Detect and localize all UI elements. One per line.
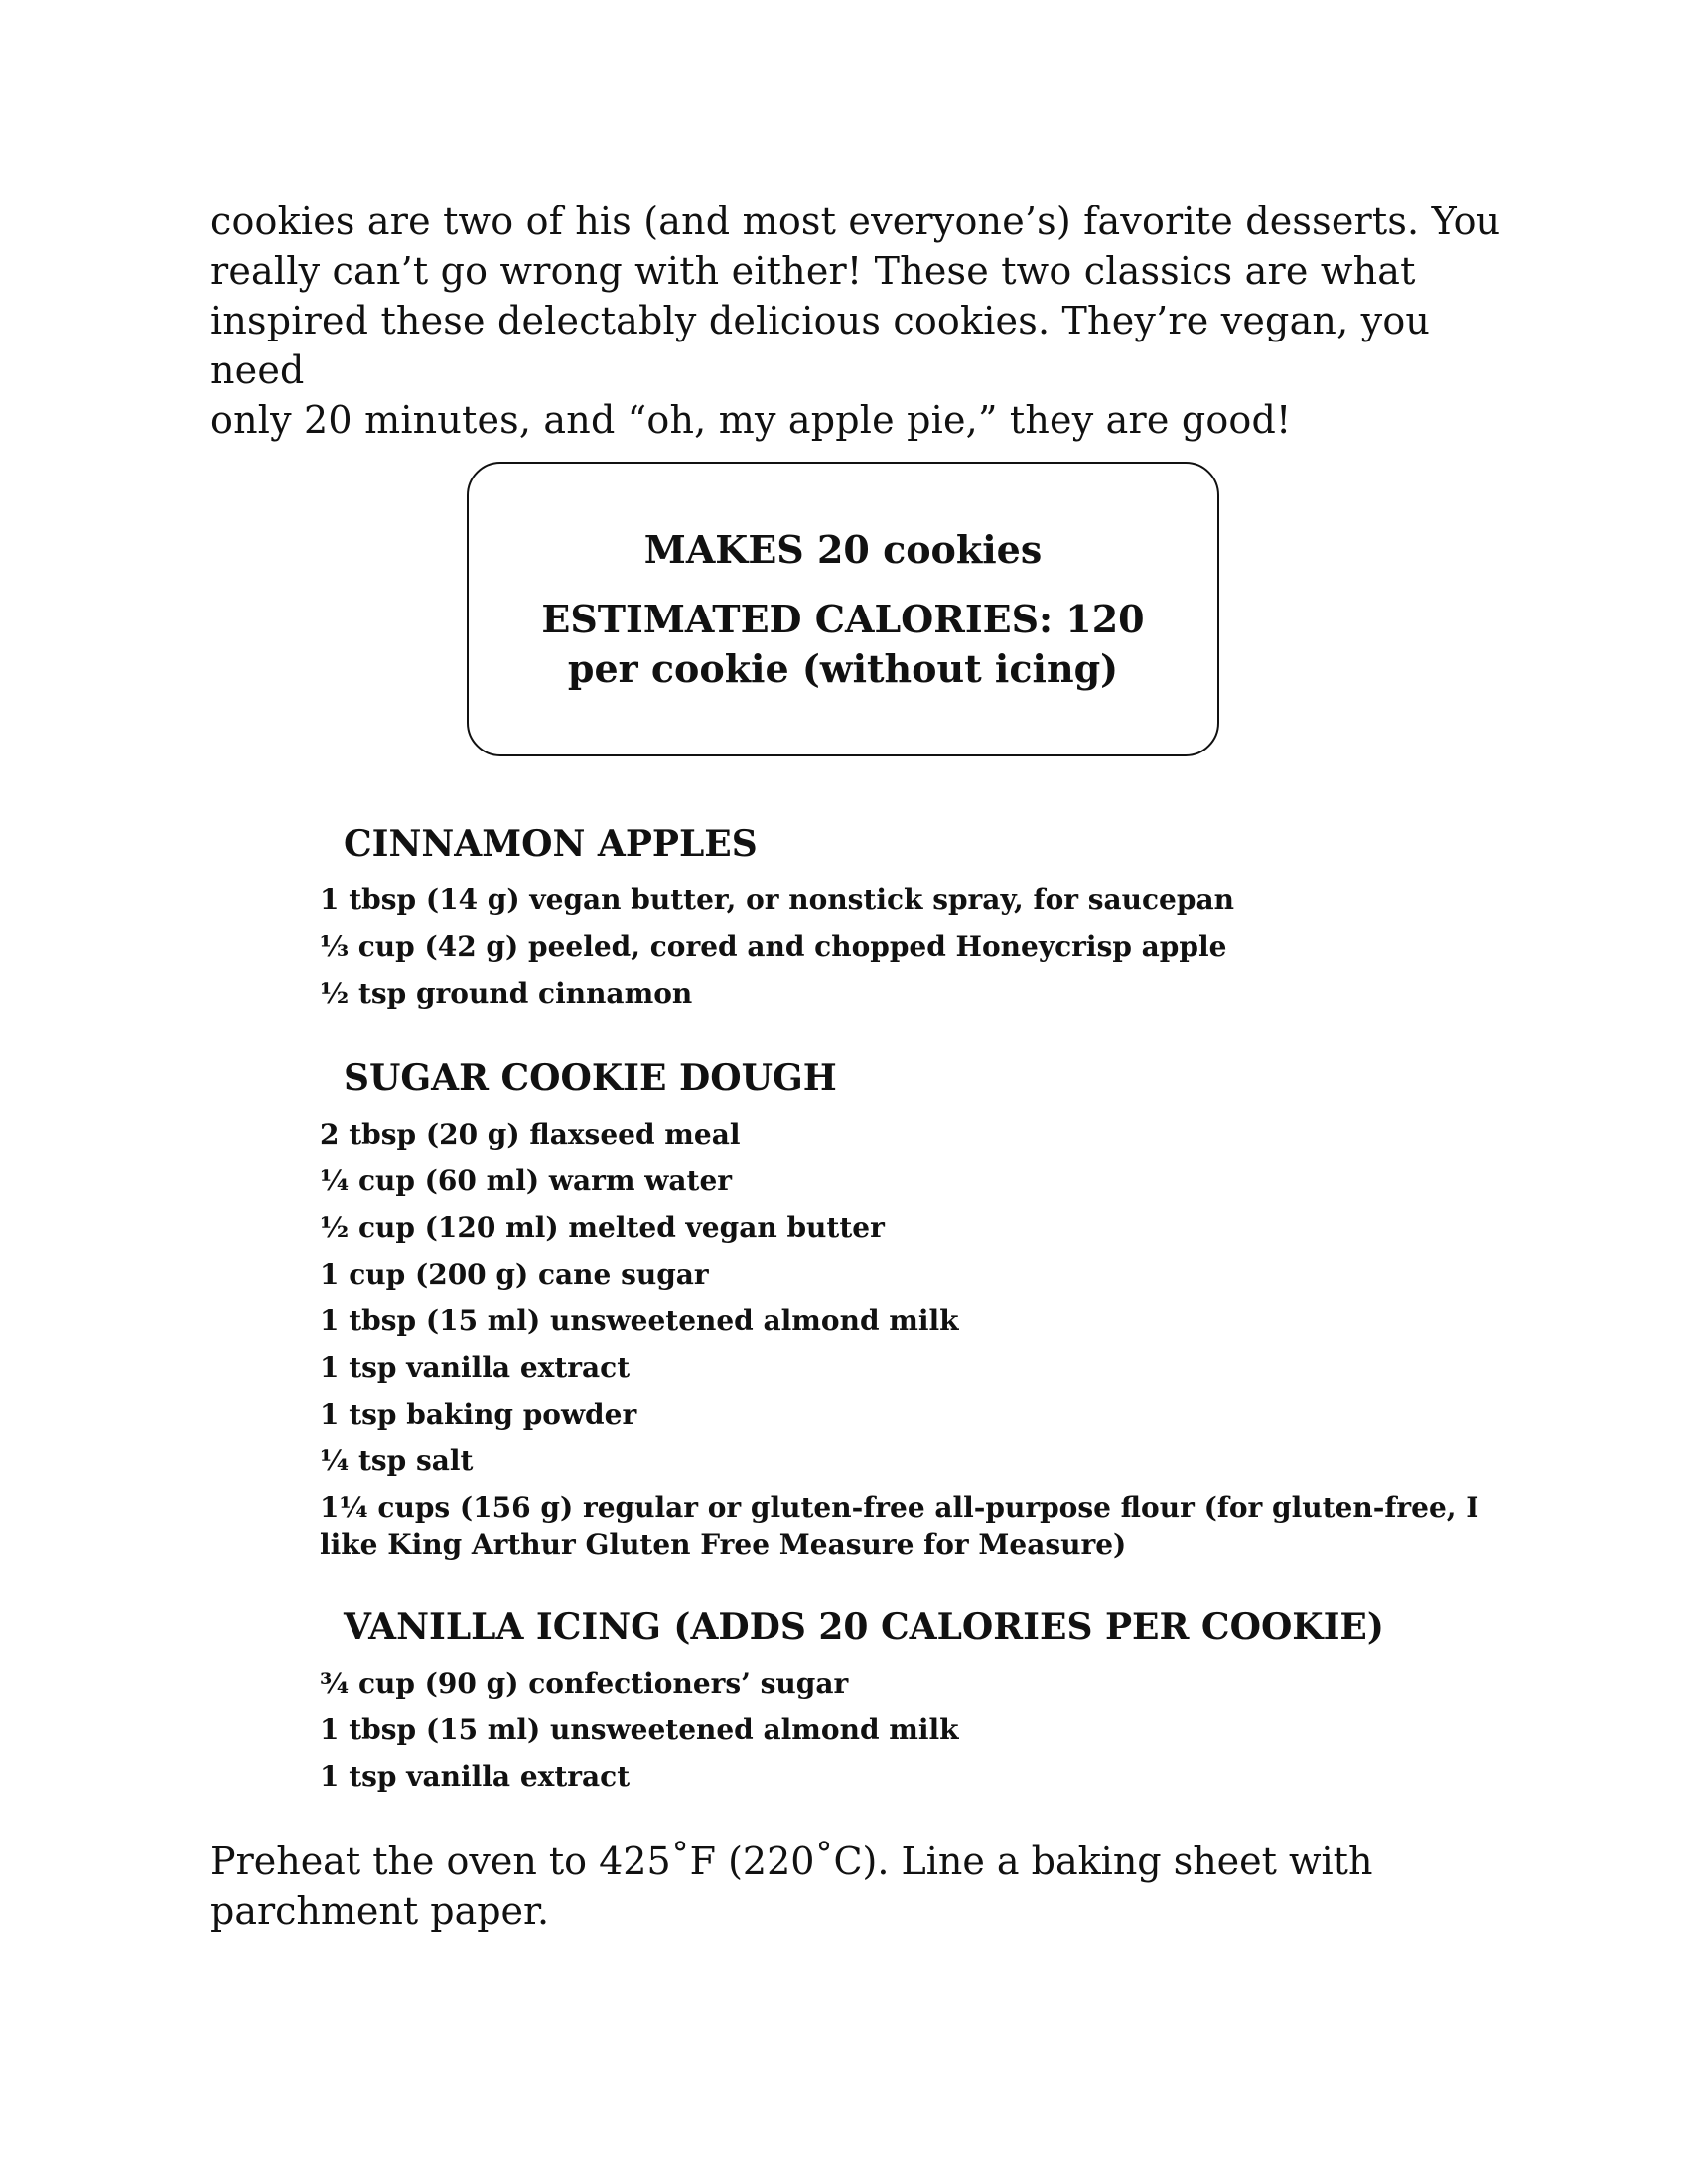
ingredient-item: 2 tbsp (20 g) flaxseed meal xyxy=(320,1118,741,1151)
ingredient-item: 1 tsp vanilla extract xyxy=(320,1760,631,1793)
yield-calories-box xyxy=(467,462,1219,756)
section-heading-vanilla-icing: VANILLA ICING (ADDS 20 CALORIES PER COOKIE) xyxy=(344,1606,1384,1648)
ingredient-item: 1¼ cups (156 g) regular or gluten-free all-purpose flour (for gluten-free, I like King Arthur Gluten Free Measure for Measure) xyxy=(320,1491,1479,1561)
ingredient-list-cinnamon-apples xyxy=(320,882,1491,1022)
intro-paragraph: cookies are two of his (and most everyone’s) favorite desserts. You really can’t go wrong with either! These two classics are what inspired these delectably delicious cookies. They’re vegan, you need only 20 minutes, and “oh, my apple pie,” they are good! xyxy=(211,200,1501,442)
ingredient-item: 1 tsp vanilla extract xyxy=(320,1351,631,1384)
ingredient-item: ½ cup (120 ml) melted vegan butter xyxy=(320,1211,885,1244)
section-heading-sugar-cookie-dough: SUGAR COOKIE DOUGH xyxy=(344,1057,837,1099)
ingredient-item: ¼ cup (60 ml) warm water xyxy=(320,1164,733,1197)
ingredient-item: 1 tbsp (14 g) vegan butter, or nonstick spray, for saucepan xyxy=(320,884,1234,916)
ingredient-list-vanilla-icing xyxy=(320,1665,1491,1805)
ingredient-item: 1 tsp baking powder xyxy=(320,1398,637,1431)
ingredient-item: ½ tsp ground cinnamon xyxy=(320,977,693,1010)
ingredient-item: ⅓ cup (42 g) peeled, cored and chopped Honeycrisp apple xyxy=(320,930,1227,963)
yield-text: MAKES 20 cookies xyxy=(643,527,1043,572)
ingredient-list-sugar-cookie-dough xyxy=(320,1116,1491,1572)
ingredient-item: 1 cup (200 g) cane sugar xyxy=(320,1258,709,1291)
ingredient-item: ¾ cup (90 g) confectioners’ sugar xyxy=(320,1667,849,1700)
ingredient-item: 1 tbsp (15 ml) unsweetened almond milk xyxy=(320,1713,959,1746)
ingredient-item: 1 tbsp (15 ml) unsweetened almond milk xyxy=(320,1304,959,1337)
section-heading-cinnamon-apples: CINNAMON APPLES xyxy=(344,823,758,865)
ingredient-item: ¼ tsp salt xyxy=(320,1444,474,1477)
instruction-step-preheat: Preheat the oven to 425˚F (220˚C). Line a baking sheet with parchment paper. xyxy=(211,1840,1373,1933)
calories-text: ESTIMATED CALORIES: 120 per cookie (without icing) xyxy=(541,597,1145,691)
